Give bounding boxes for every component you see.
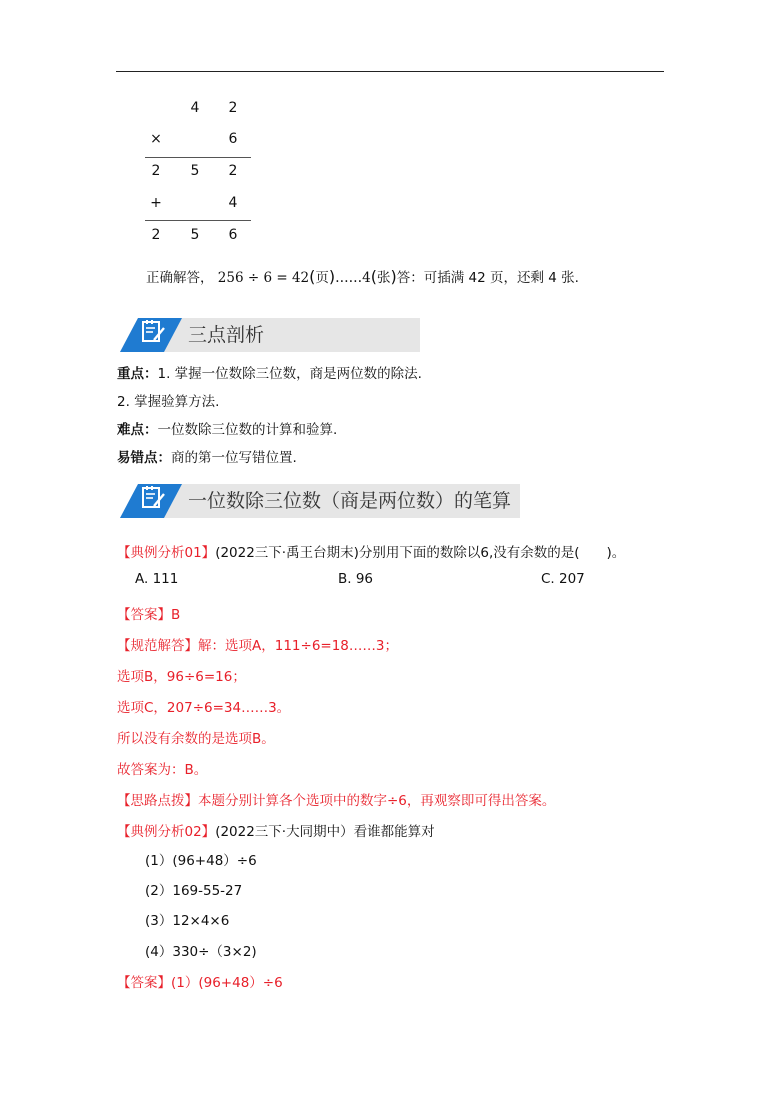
header-rule: [116, 71, 664, 72]
calc-digit: 2: [228, 100, 238, 116]
example-2-question: [117, 820, 435, 840]
example-label: 【典例分析01】: [117, 545, 216, 561]
section-title: 三点剖析: [188, 324, 265, 346]
example-label: 【典例分析02】: [117, 824, 216, 840]
calc-digit: 2: [151, 163, 161, 179]
exercise-item: (4）330÷（3×2): [145, 944, 257, 960]
hint-label: 【思路点拨】: [117, 793, 198, 809]
answer-expression: 256 ÷ 6 = 42: [217, 270, 310, 286]
notepad-pencil-icon: [140, 484, 166, 512]
plus-sign: +: [150, 195, 162, 211]
difficulty-line: [117, 418, 337, 438]
hint-line: [117, 789, 555, 809]
calc-rule: [145, 220, 251, 221]
answer-remainder: ……4: [335, 270, 371, 286]
calc-digit: 2: [228, 163, 238, 179]
exercise-item: (3）12×4×6: [145, 913, 230, 929]
section-title: 一位数除三位数（商是两位数）的笔算: [188, 490, 512, 512]
hard-label: 难点：: [117, 422, 158, 438]
question-text: (2022三下·禹王台期末)分别用下面的数除以6,没有余数的是( )。: [215, 545, 626, 561]
correct-answer-line: 正确解答， 256 ÷ 6 = 42(页)……4(张)答：可插满 42 页，还剩 4 张.: [146, 267, 579, 286]
solution-line-5: 故答案为：B。: [117, 762, 208, 778]
unit-page: 页: [315, 270, 329, 286]
option-a: A. 111: [135, 571, 179, 587]
calc-digit: 5: [190, 227, 200, 243]
error-prone-line: [117, 446, 297, 466]
solution-line-2: 选项B，96÷6=16；: [117, 669, 246, 685]
calc-rule: [145, 157, 251, 158]
answer-label: 【答案】: [117, 607, 171, 623]
solution-text: 解：选项A，111÷6=18……3；: [198, 638, 398, 654]
solution-line: [117, 634, 398, 654]
answer-line-2: [117, 971, 283, 991]
section-banner: [120, 312, 420, 358]
section-banner-2: [120, 478, 520, 524]
key-label: 重点：: [117, 366, 158, 382]
answer-value: B: [171, 607, 181, 623]
exercise-item: (1）(96+48）÷6: [145, 853, 257, 869]
hint-text: 本题分别计算各个选项中的数字÷6，再观察即可得出答案。: [198, 793, 556, 809]
calc-digit: 4: [228, 195, 238, 211]
error-label: 易错点：: [117, 450, 171, 466]
multiply-sign: ×: [150, 131, 162, 147]
answer-line: [117, 603, 180, 623]
solution-line-4: 所以没有余数的是选项B。: [117, 731, 275, 747]
key-text: 1. 掌握一位数除三位数，商是两位数的除法.: [157, 366, 422, 382]
exercise-item: (2）169-55-27: [145, 883, 243, 899]
option-c: C. 207: [541, 571, 585, 587]
answer-prefix: 正确解答，: [146, 270, 214, 286]
answer-value: (1）(96+48）÷6: [171, 975, 283, 991]
key-point-line: [117, 362, 422, 382]
option-b: B. 96: [338, 571, 374, 587]
error-text: 商的第一位写错位置.: [171, 450, 297, 466]
example-1-question: [117, 541, 625, 561]
key-point-line-2: 2. 掌握验算方法.: [117, 394, 220, 410]
notepad-pencil-icon: [140, 318, 166, 346]
hard-text: 一位数除三位数的计算和验算.: [157, 422, 338, 438]
calc-digit: 6: [228, 227, 238, 243]
unit-sheet: 张: [376, 270, 391, 286]
calc-digit: 6: [228, 131, 238, 147]
solution-label: 【规范解答】: [117, 638, 198, 654]
calc-digit: 5: [190, 163, 200, 179]
answer-suffix: 答：可插满 42 页，还剩 4 张.: [396, 270, 579, 286]
solution-line-3: 选项C，207÷6=34……3。: [117, 700, 291, 716]
calc-digit: 4: [190, 100, 200, 116]
question-text: (2022三下·大同期中）看谁都能算对: [215, 824, 435, 840]
calc-digit: 2: [151, 227, 161, 243]
answer-label: 【答案】: [117, 975, 171, 991]
